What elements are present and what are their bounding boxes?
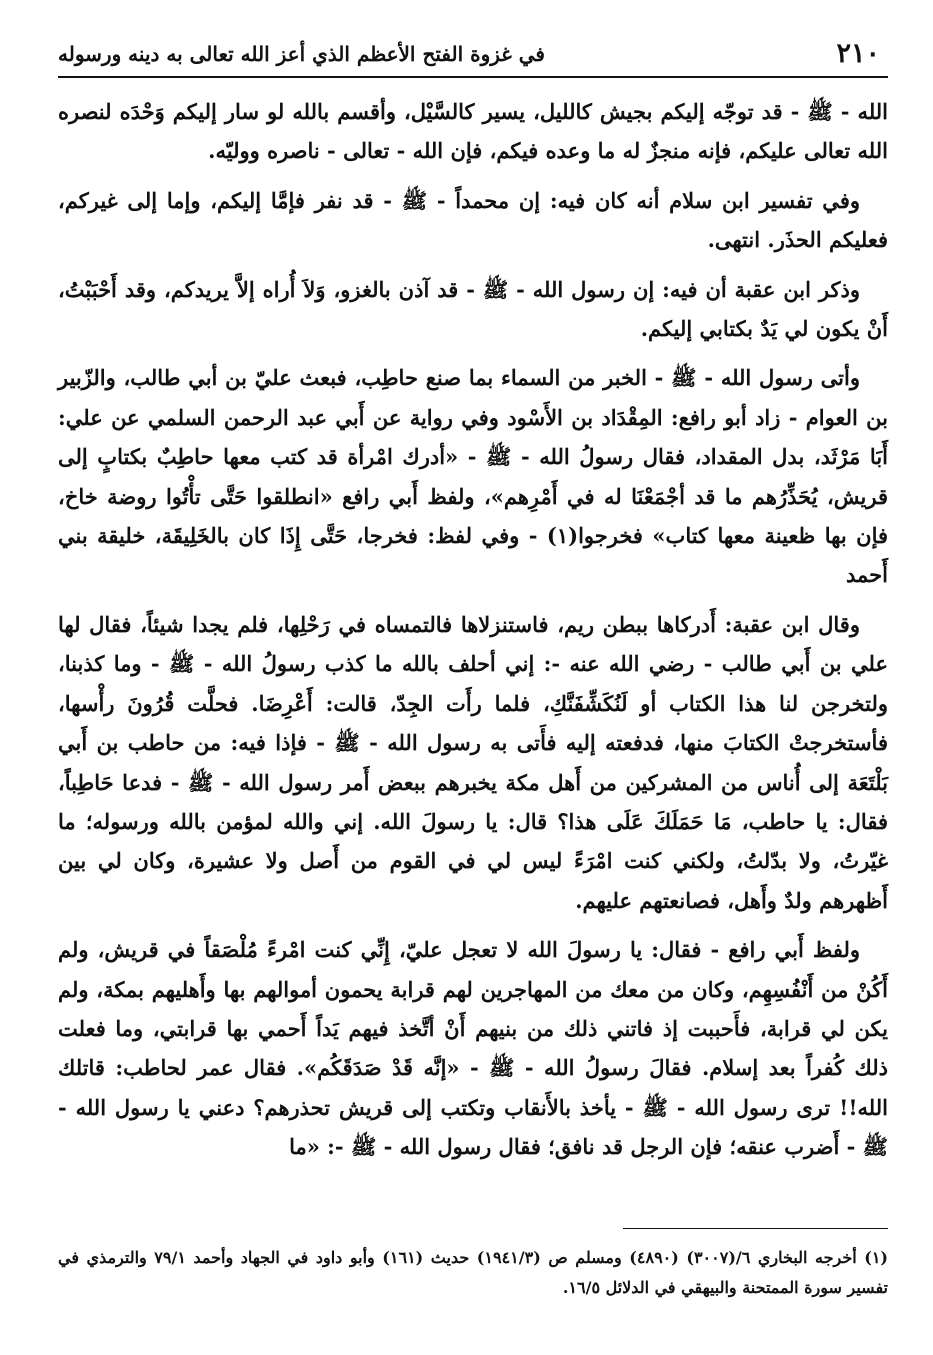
running-header — [58, 30, 888, 78]
footnotes — [58, 1243, 888, 1303]
book-page — [58, 30, 888, 1330]
paragraph: وفي تفسير ابن سلام أنه كان فيه: إن محمداً - ﷺ - قد نفر فإمَّا إليكم، وإما إلى غيركم، فعليكم الحذَر. انتهى. — [58, 187, 888, 253]
body-text — [58, 92, 888, 1167]
paragraph: ولفظ أَبي رافع - فقال: يا رسولَ الله لا تعجل عليّ، إِنِّي كنت امْرءً مُلْصَقاً في قريش، ولم أَكُنْ من أَنْفُسِهِم، وكان من معك من المهاجرين لهم قرابة يحمون أموالهم بها وأَهليهم بمكة، ولم يكن لي قرابة، فأَحببت إذ فاتني ذلك من بنيهم أَنْ أتَّخذ فيهم يَداً أَحمي بها قرابتي، وما فعلت ذلك كُفراً بعد إسلام. فقالَ رسولُ الله - ﷺ - «إنَّه قَدْ صَدَقَكُم». فقال عمر لحاطب: قاتلك الله!! ترى رسول الله - ﷺ - يأخذ بالأَنقاب وتكتب إلى قريش تحذرهم؟ دعني يا رسول الله - ﷺ - أَضرب عنقه؛ فإن الرجل قد نافق؛ فقال رسول الله - ﷺ -: «ما — [58, 937, 888, 1160]
paragraph: الله - ﷺ - قد توجّه إليكم بجيش كالليل، يسير كالسَّيْل، وأقسم بالله لو سار إليكم وَحْدَه لنصره الله تعالى عليكم، فإنه منجزٌ له ما وعده فيكم، فإن الله - تعالى - ناصره ووليّه. — [58, 99, 888, 164]
page-number: ٢١٠ — [836, 38, 880, 69]
footnote-separator — [623, 1228, 888, 1229]
paragraph: وذكر ابن عقبة أن فيه: إن رسول الله - ﷺ - قد آذن بالغزو، وَلاَ أُراه إلاَّ يريدكم، وقد أَحْبَبْتُ، أَنْ يكون لي يَدٌ بكتابي إليكم. — [58, 276, 888, 342]
paragraph: وأتى رسول الله - ﷺ - الخبر من السماء بما صنع حاطِب، فبعث عليّ بن أبي طالب، والزّبير بن العوام - زاد أبو رافع: المِقْدَاد بن الأَسْود وفي رواية عن أَبي عبد الرحمن السلمي عن علي: أَبَا مَرْثَد، بدل المقداد، فقال رسولُ الله - ﷺ - «أدرك امْرأة قد كتب معها حاطِبٌ بكتابٍ إلى قريش، يُحَذِّرُهم ما قد أجْمَعْنَا له في أَمْرِهم»، ولفظ أَبي رافع «انطلقوا حَتَّى تأْتُوا روضة خاخ، فإن بها ظعينة معها كتاب» فخرجوا(١) - وفي لفظ: فخرجا، حَتَّى إِذَا كان بالخَلِيقَة، خليقة بني أَحمد — [58, 365, 889, 588]
chapter-title: في غزوة الفتح الأعظم الذي أعز الله تعالى به دينه ورسوله — [58, 42, 545, 66]
paragraph: وقال ابن عقبة: أَدركاها ببطن ريم، فاستنزلاها فالتمساه في رَحْلِها، فلم يجدا شيئاً، فقال لها علي بن أَبي طالب - رضي الله عنه -: إني أحلف بالله ما كذب رسولُ الله - ﷺ - وما كذبنا، ولتخرجن لنا هذا الكتاب أو لَنُكَشِّفَنَّكِ، فلما رأَت الجِدّ، قالت: أَعْرِضَا. فحلَّت قُرُونَ رأْسها، فأستخرجتْ الكتابَ منها، فدفعته إليه فأَتى به رسول الله - ﷺ - فإذا فيه: من حاطب بن أَبي بَلْتَعَة إلى أُناس من المشركين من أَهل مكة يخبرهم ببعض أَمر رسول الله - ﷺ - فدعا حَاطِباً، فقال: يا حاطب، مَا حَمَلَكَ عَلَى هذا؟ قال: يا رسولَ الله. إني والله لمؤمن بالله ورسوله؛ ما غيّرتُ، ولا بدّلتُ، ولكني كنت امْرَءً ليس لي في القوم من أَصل ولا عشيرة، وكان لي بين أَظهرهم ولدٌ وأَهل، فصانعتهم عليهم. — [58, 611, 889, 913]
footnote: (١) أخرجه البخاري ٦/(٣٠٠٧) (٤٨٩٠) ومسلم ص (١٩٤١/٣) حديث (١٦١) وأبو داود في الجهاد وأحمد ٧٩/١ والترمذي في تفسير سورة الممتحنة والبيهقي في الدلائل ١٦/٥. — [58, 1248, 888, 1297]
